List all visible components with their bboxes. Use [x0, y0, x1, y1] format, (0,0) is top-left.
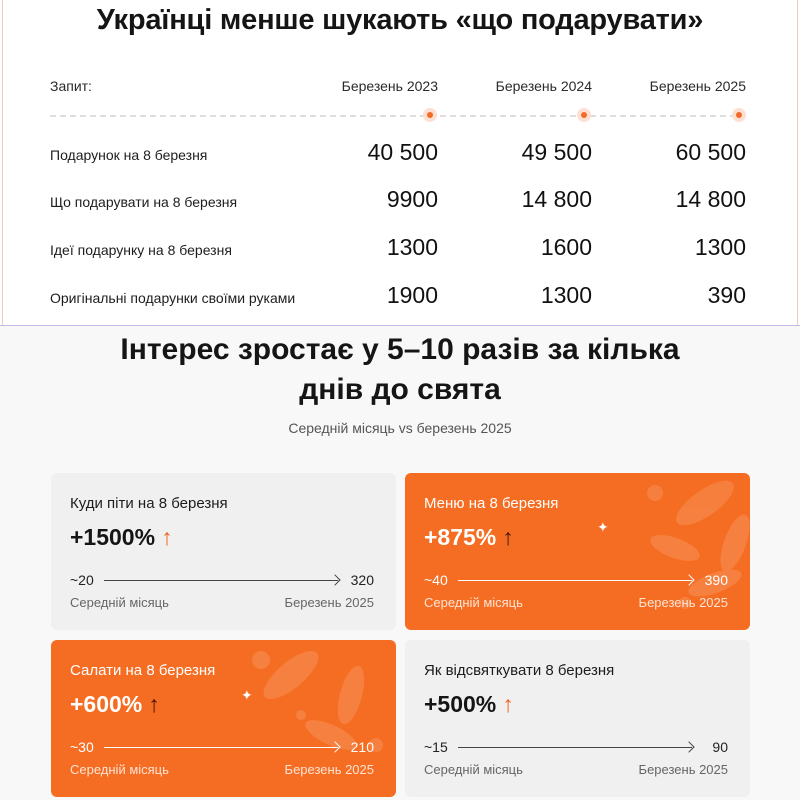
query-label: Оригінальні подарунки своїми руками: [50, 290, 296, 306]
timeline-dot-2023: [423, 108, 437, 122]
query-label: Ідеї подарунку на 8 березня: [50, 242, 232, 258]
card-from-value: ~40: [424, 572, 448, 588]
growth-title: [0, 330, 800, 410]
query-label: Подарунок на 8 березня: [50, 147, 208, 163]
interest-growth-panel: [0, 326, 800, 800]
stat-card-where-to-go: [51, 473, 396, 630]
year-header-2023: Березень 2023: [341, 78, 438, 94]
card-from-value: ~20: [70, 572, 94, 588]
card-foot-left: Середній місяць: [70, 762, 169, 777]
growth-title-line-2: днів до свята: [299, 373, 501, 406]
card-foot-left: Середній місяць: [70, 595, 169, 610]
value-2025: 14 800: [675, 186, 746, 212]
sparkle-icon: ✦: [241, 687, 253, 703]
card-percent: [424, 524, 514, 551]
percent-value: +500%: [424, 691, 497, 717]
card-title: Як відсвяткувати 8 березня: [424, 662, 615, 679]
card-foot-right: Березень 2025: [284, 595, 374, 610]
value-2023: 1900: [386, 282, 438, 308]
search-queries-table-panel: [0, 0, 800, 325]
arrow-right-icon: [104, 747, 338, 748]
card-percent: [70, 524, 173, 551]
stat-card-salads: [51, 640, 396, 797]
value-2025: 390: [707, 282, 746, 308]
card-percent: [70, 691, 160, 718]
sparkle-icon: ✦: [597, 519, 609, 535]
growth-subtitle: Середній місяць vs березень 2025: [288, 420, 512, 436]
query-column-header: Запит:: [50, 78, 92, 94]
arrow-right-icon: [458, 580, 692, 581]
arrow-right-icon: [458, 747, 692, 748]
timeline-dashed-line: [50, 115, 746, 117]
year-header-2024: Березень 2024: [495, 78, 592, 94]
arrow-up-icon: ↑: [161, 524, 173, 550]
value-2023: 9900: [386, 186, 438, 212]
arrow-up-icon: ↑: [502, 691, 514, 717]
growth-title-line-1: Інтерес зростає у 5–10 разів за кілька: [120, 333, 680, 366]
card-to-value: 210: [350, 739, 374, 755]
card-foot-left: Середній місяць: [424, 762, 523, 777]
value-2024: 1600: [540, 234, 592, 260]
table-row: [0, 139, 800, 169]
value-2023: 40 500: [367, 139, 438, 165]
card-to-value: 390: [704, 572, 728, 588]
table-title: Українці менше шукають «що подарувати»: [96, 4, 704, 36]
card-foot-right: Березень 2025: [638, 595, 728, 610]
arrow-up-icon: ↑: [502, 524, 514, 550]
percent-value: +1500%: [70, 524, 156, 550]
query-label: Що подарувати на 8 березня: [50, 194, 238, 210]
table-row: [0, 234, 800, 264]
year-header-2025: Березень 2025: [649, 78, 746, 94]
value-2025: 60 500: [675, 139, 746, 165]
value-2024: 1300: [540, 282, 592, 308]
card-title: Салати на 8 березня: [70, 662, 216, 679]
arrow-up-icon: ↑: [148, 691, 160, 717]
timeline-dot-2025: [732, 108, 746, 122]
percent-value: +600%: [70, 691, 143, 717]
value-2024: 14 800: [521, 186, 592, 212]
arrow-right-icon: [104, 580, 338, 581]
card-to-value: 90: [712, 739, 728, 755]
card-foot-right: Березень 2025: [284, 762, 374, 777]
value-2024: 49 500: [521, 139, 592, 165]
card-from-value: ~15: [424, 739, 448, 755]
percent-value: +875%: [424, 524, 497, 550]
card-from-value: ~30: [70, 739, 94, 755]
value-2025: 1300: [694, 234, 746, 260]
card-percent: [424, 691, 514, 718]
card-title: Меню на 8 березня: [424, 495, 559, 512]
card-foot-right: Березень 2025: [638, 762, 728, 777]
timeline-dot-2024: [577, 108, 591, 122]
table-row: [0, 186, 800, 216]
card-to-value: 320: [350, 572, 374, 588]
stat-card-menu: [405, 473, 750, 630]
stat-card-how-to-celebrate: [405, 640, 750, 797]
card-title: Куди піти на 8 березня: [70, 495, 228, 512]
card-foot-left: Середній місяць: [424, 595, 523, 610]
value-2023: 1300: [386, 234, 438, 260]
table-row: [0, 282, 800, 312]
